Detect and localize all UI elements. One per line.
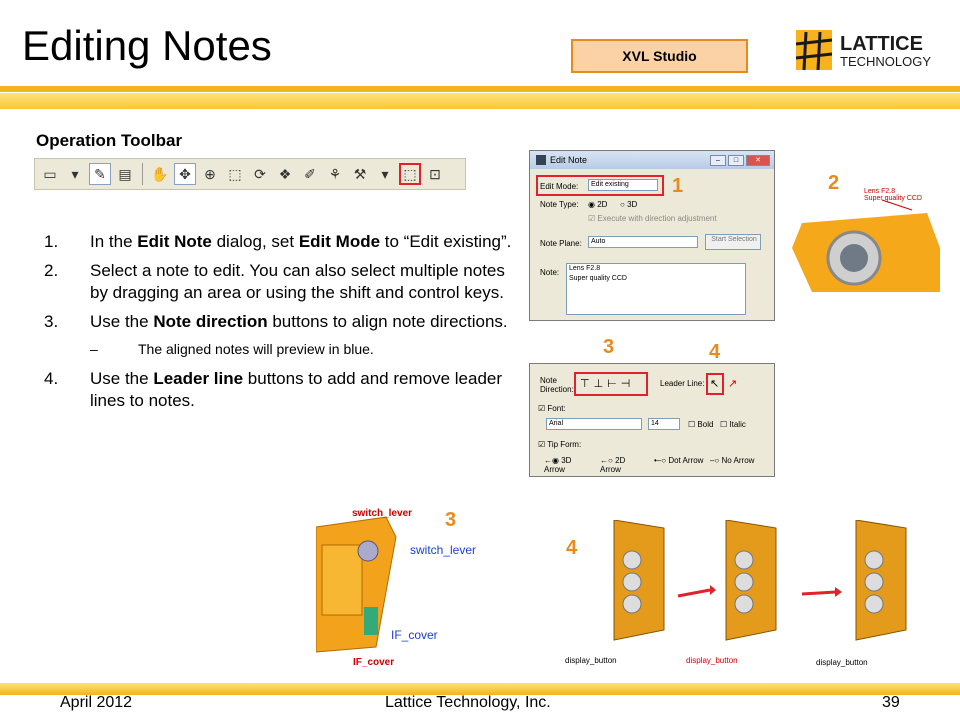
note-plane-label: Note Plane: <box>540 239 582 248</box>
tip-2d-radio[interactable]: ←○ 2D Arrow <box>600 456 626 474</box>
page-title: Editing Notes <box>22 22 272 69</box>
area-select-icon[interactable]: ⬚ <box>399 163 421 185</box>
step-text: Use the Leader line buttons to add and remove leader lines to notes. <box>90 369 503 410</box>
lattice-logo <box>794 28 934 74</box>
arrow-right-icon <box>800 584 842 604</box>
rotate-icon[interactable]: ⟳ <box>254 165 266 182</box>
sub-bullet-dash: – <box>90 341 98 357</box>
tip-form-checkbox[interactable]: ☑ Tip Form: <box>538 440 582 449</box>
edit-note-dialog <box>529 150 775 321</box>
edit-mode-select[interactable]: Edit existing <box>588 179 658 191</box>
step-number: 1. <box>44 232 59 251</box>
dialog-titlebar <box>530 151 774 169</box>
tip-no-radio[interactable]: –○ No Arrow <box>710 456 755 465</box>
panel-image-3 <box>846 520 916 650</box>
step-number: 3. <box>44 312 59 331</box>
minimize-button[interactable]: – <box>710 155 726 166</box>
panel-image-2 <box>716 520 786 650</box>
step-number: 2. <box>44 261 59 280</box>
select-box-icon[interactable]: ⬚ <box>228 165 242 182</box>
footer-company: Lattice Technology, Inc. <box>385 694 551 711</box>
display-button-label: display_button <box>816 658 868 667</box>
camera-note: Lens F2.8 Super quality CCD <box>864 188 922 202</box>
tree-icon[interactable]: ⚘ <box>328 165 342 182</box>
scene-icon[interactable]: ❖ <box>278 165 292 182</box>
if-cover-label-blue: IF_cover <box>391 628 438 642</box>
start-selection-button[interactable]: Start Selection <box>705 234 761 250</box>
product-badge: XVL Studio <box>571 39 748 73</box>
callout-1: 1 <box>672 175 684 197</box>
step-text: In the Edit Note dialog, set Edit Mode to “Edit existing”. <box>90 232 512 251</box>
bold-checkbox[interactable]: ☐ Bold <box>688 420 714 429</box>
list-item <box>44 231 514 253</box>
note-options-panel <box>529 363 775 477</box>
size-select[interactable]: 14 <box>648 418 680 430</box>
header-band <box>0 93 960 109</box>
toolbar-section-title: Operation Toolbar <box>36 131 183 150</box>
maximize-button[interactable]: □ <box>728 155 744 166</box>
dialog-title: Edit Note <box>550 155 588 165</box>
font-select[interactable]: Arial <box>546 418 642 430</box>
sub-bullet-text: The aligned notes will preview in blue. <box>138 341 374 357</box>
list-item <box>44 260 514 304</box>
note-label: Note: <box>540 268 560 277</box>
callout-4: 4 <box>566 537 578 559</box>
switch-lever-label-red: switch_lever <box>352 508 413 519</box>
paint-icon[interactable]: ✐ <box>304 165 316 182</box>
step-text: Use the Note direction buttons to align note directions. <box>90 312 508 331</box>
arrow-right-icon <box>676 582 716 602</box>
close-button[interactable]: ✕ <box>746 155 770 166</box>
note-type-label: Note Type: <box>540 200 579 209</box>
note-select-icon[interactable]: ⊡ <box>429 165 441 182</box>
radio-2d[interactable]: ◉ 2D <box>588 200 608 209</box>
display-button-label: display_button <box>686 656 738 665</box>
toolbar-separator <box>142 163 143 185</box>
radio-3d[interactable]: ○ 3D <box>620 200 638 209</box>
list-item <box>44 368 514 412</box>
operation-toolbar <box>34 158 466 190</box>
leader-line-label: Leader Line: <box>660 379 705 388</box>
tip-dot-radio[interactable]: •–○ Dot Arrow <box>654 456 704 465</box>
callout-3: 3 <box>603 336 615 358</box>
if-cover-label-red: IF_cover <box>353 657 395 668</box>
callout-3: 3 <box>445 509 457 531</box>
switch-lever-label-blue: switch_lever <box>410 543 477 557</box>
header-stripe <box>0 86 960 92</box>
tools-icon[interactable]: ⚒ <box>353 165 367 182</box>
callout-4: 4 <box>709 341 721 363</box>
display-icon[interactable]: ▭ <box>43 165 57 182</box>
remove-leader-icon[interactable]: ↗ <box>728 378 738 390</box>
execute-checkbox[interactable]: ☑ Execute with direction adjustment <box>588 214 717 223</box>
instruction-list <box>44 231 514 419</box>
note-plane-select[interactable]: Auto <box>588 236 698 248</box>
hand-icon[interactable]: ✋ <box>151 165 169 182</box>
font-checkbox[interactable]: ☑ Font: <box>538 404 566 413</box>
app-icon <box>536 155 546 165</box>
edit-note-icon[interactable]: ✎ <box>89 163 111 185</box>
dropdown-icon[interactable]: ▾ <box>381 165 389 182</box>
step-number: 4. <box>44 369 59 388</box>
logo-main-text: LATTICE <box>840 33 923 55</box>
italic-checkbox[interactable]: ☐ Italic <box>720 420 746 429</box>
logo-sub-text: TECHNOLOGY <box>840 54 932 69</box>
step-text: Select a note to edit. You can also select multiple notes by dragging an area or using the shift and control keys. <box>90 261 505 302</box>
sub-bullet <box>90 338 514 360</box>
dropdown-icon[interactable]: ▾ <box>71 165 79 182</box>
notes-list-icon[interactable]: ▤ <box>118 165 132 182</box>
note-textarea[interactable]: Lens F2.8 Super quality CCD <box>566 263 746 315</box>
footer-date: April 2012 <box>60 694 133 711</box>
panel-image-1 <box>604 520 674 650</box>
list-item <box>44 311 514 333</box>
note-direction-label: Note Direction: <box>540 376 574 394</box>
camera-image <box>792 178 940 292</box>
page-number: 39 <box>882 694 900 711</box>
callout-2: 2 <box>828 172 840 194</box>
logo-mark-icon <box>794 28 934 74</box>
add-leader-icon[interactable]: ↖ <box>710 378 720 390</box>
edit-mode-label: Edit Mode: <box>540 182 579 191</box>
tip-3d-radio[interactable]: ←◉ 3D Arrow <box>544 456 572 474</box>
display-button-label: display_button <box>565 656 617 665</box>
highlight-box <box>536 175 664 196</box>
direction-buttons[interactable]: ⊤⊥⊢⊣ <box>580 378 635 390</box>
move-icon[interactable]: ✥ <box>174 163 196 185</box>
zoom-icon[interactable]: ⊕ <box>204 165 216 182</box>
